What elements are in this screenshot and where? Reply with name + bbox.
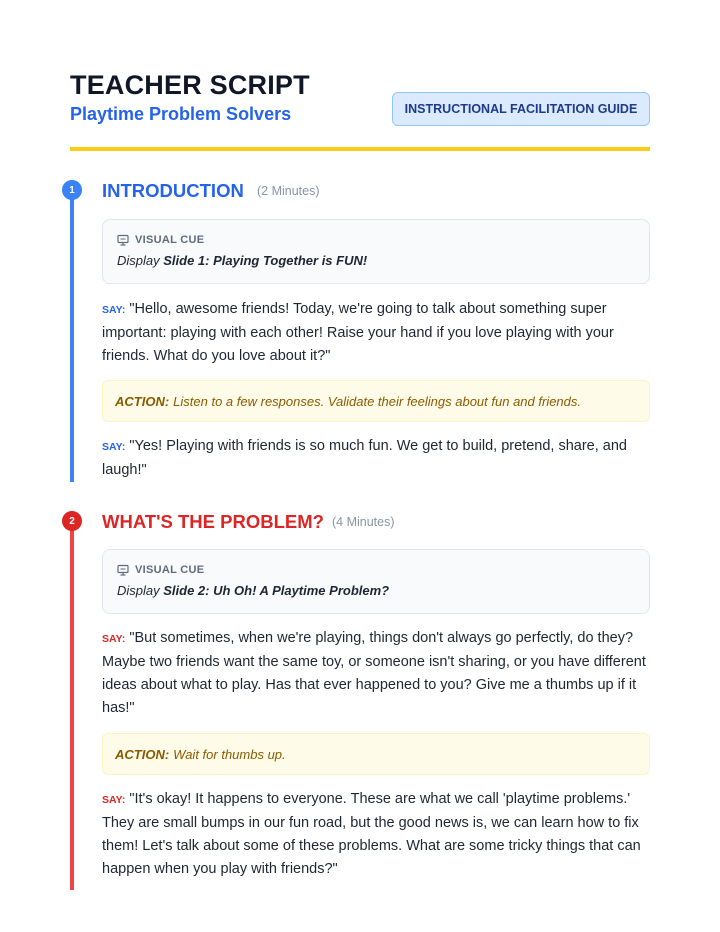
page <box>70 70 650 150</box>
visual-cue-header <box>117 564 204 576</box>
presentation-icon <box>117 564 129 576</box>
header <box>70 70 650 150</box>
guide-badge: INSTRUCTIONAL FACILITATION GUIDE <box>392 92 650 126</box>
visual-cue-prefix: Display <box>117 253 164 268</box>
say-text: "Yes! Playing with friends is so much fun. We get to build, pretend, share, and laugh!" <box>102 438 627 478</box>
visual-cue-text <box>117 253 367 268</box>
say-text: "Hello, awesome friends! Today, we're going to talk about something super important: playing with each other! Raise your hand if you love playing with your friends. What do you love about it?" <box>102 301 614 364</box>
action-box <box>102 380 650 422</box>
action-label: ACTION: <box>115 393 170 409</box>
section-timeline <box>70 511 74 890</box>
action-text: Listen to a few responses. Validate their feelings about fun and friends. <box>173 393 582 409</box>
visual-cue-label: VISUAL CUE <box>135 234 205 246</box>
say-text: "It's okay! It happens to everyone. These are what we call 'playtime problems.' They are small bumps in our fun road, but the good news is, we can learn how to fix them! Let's talk about some of these problems. What are some tricky things that can happen when you play with friends?" <box>102 791 641 877</box>
visual-cue-box <box>102 219 650 284</box>
visual-cue-label: VISUAL CUE <box>135 564 205 576</box>
say-block <box>102 298 652 368</box>
say-block <box>102 627 652 720</box>
visual-cue-prefix: Display <box>117 583 164 598</box>
action-label: ACTION: <box>115 746 170 762</box>
say-label: SAY: <box>102 633 126 645</box>
header-divider <box>70 147 650 151</box>
say-label: SAY: <box>102 304 126 316</box>
visual-cue-slide: Slide 2: Uh Oh! A Playtime Problem? <box>163 583 390 598</box>
page-subtitle: Playtime Problem Solvers <box>70 104 292 124</box>
presentation-icon <box>117 234 129 246</box>
action-text: Wait for thumbs up. <box>173 746 286 762</box>
section-duration: (4 Minutes) <box>332 515 395 529</box>
visual-cue-box <box>102 549 650 614</box>
page-title: TEACHER SCRIPT <box>70 70 310 100</box>
visual-cue-text <box>117 583 389 598</box>
visual-cue-header <box>117 234 204 246</box>
say-block <box>102 435 652 482</box>
say-block <box>102 788 652 881</box>
say-label: SAY: <box>102 794 126 806</box>
section-number-badge: 2 <box>62 511 82 531</box>
visual-cue-slide: Slide 1: Playing Together is FUN! <box>163 253 368 268</box>
section-timeline <box>70 180 74 482</box>
section-title: WHAT'S THE PROBLEM? <box>102 511 324 532</box>
action-box <box>102 733 650 775</box>
say-label: SAY: <box>102 441 126 453</box>
say-text: "But sometimes, when we're playing, things don't always go perfectly, do they? Maybe two friends want the same toy, or someone isn't sharing, or you have different ideas about what to play. Has that ever happened to you? Give me a thumbs up if it has!" <box>102 630 646 716</box>
section-title: INTRODUCTION <box>102 180 244 201</box>
section-number-badge: 1 <box>62 180 82 200</box>
section-duration: (2 Minutes) <box>257 184 320 198</box>
